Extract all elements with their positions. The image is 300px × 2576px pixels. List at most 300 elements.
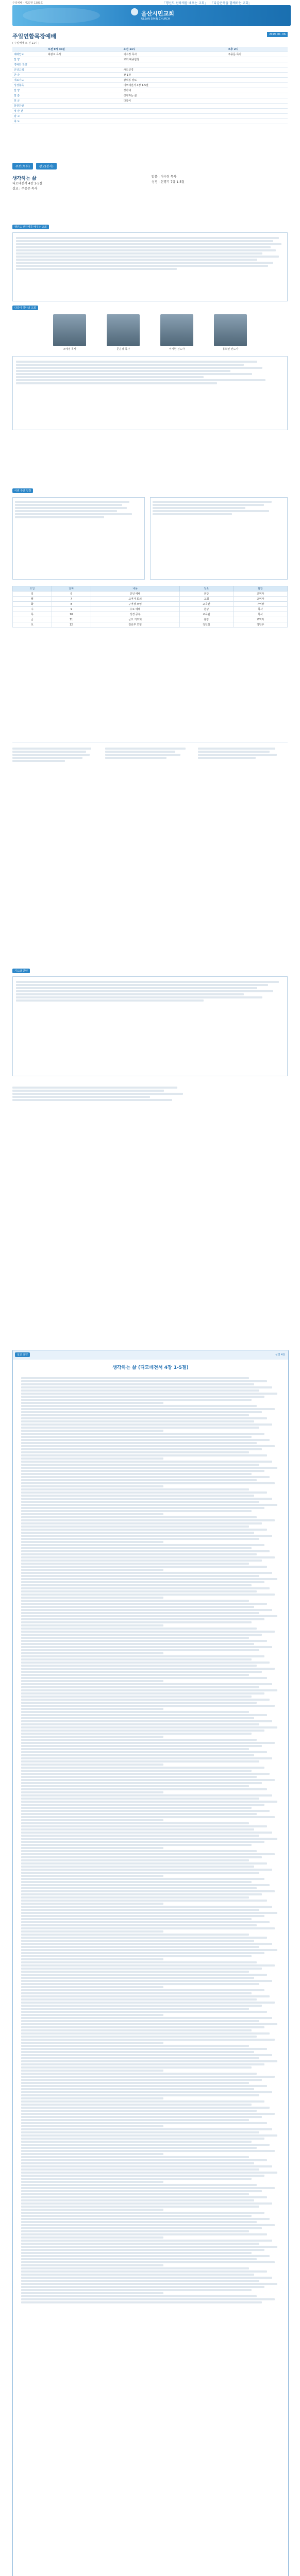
order-value (46, 88, 122, 93)
text-line (21, 1529, 267, 1531)
schedule-list (12, 497, 145, 580)
intro-tab-left: 주보(목회) (12, 163, 33, 170)
text-line (21, 1748, 249, 1750)
text-line (21, 1906, 272, 1908)
text-line (21, 1760, 259, 1762)
text-line (21, 2298, 275, 2300)
order-row (12, 62, 288, 67)
weekly-schedule (12, 488, 288, 736)
text-line (21, 1767, 264, 1769)
person-caption: 홍희인 전도사 (222, 348, 239, 351)
text-line (21, 2301, 262, 2303)
text-line (21, 2159, 267, 2161)
text-line (21, 1522, 262, 1524)
text-line (21, 2274, 254, 2276)
text-line (21, 1878, 264, 1880)
schedule-cell: 7 (52, 597, 91, 602)
order-label: 성 만 찬 (12, 109, 46, 114)
text-line (21, 1828, 254, 1831)
schedule-cell: 금 (13, 617, 52, 622)
intro-line: 말씀 : 이수정 목사 (152, 175, 177, 179)
schedule-cell: 수 (13, 607, 52, 612)
text-line (21, 2128, 272, 2130)
text-line (21, 2141, 252, 2143)
intro-line: 디모데전서 4장 1-5절 (12, 182, 43, 185)
text-line (21, 2066, 252, 2069)
text-line (21, 2011, 267, 2013)
text-line (21, 1782, 262, 1784)
text-line (21, 1674, 249, 1676)
worship-subtitle: ( 주일예배 오 전 11시 ) (12, 42, 40, 45)
person-card (214, 314, 247, 351)
text-line (21, 2267, 249, 2269)
order-value (122, 104, 227, 109)
order-label: 성경봉독 (12, 83, 46, 88)
header (0, 0, 300, 28)
text-line (21, 1427, 259, 1429)
schedule-cell: 목사 (234, 607, 288, 612)
schedule-cell: 10 (52, 612, 91, 617)
schedule-cell: 금요 기도회 (91, 617, 179, 622)
sermon-body (21, 1376, 280, 2304)
order-label: 예배인도 (12, 52, 46, 57)
order-value (46, 78, 122, 83)
text-line (21, 1464, 259, 1466)
intro-line: 성경 : 신명기 7장 1-5절 (152, 180, 185, 184)
sermon-summary (12, 1350, 289, 2576)
text-line (21, 1779, 275, 1781)
text-line (21, 1448, 262, 1450)
text-line (21, 1476, 270, 1478)
prayer-list (12, 1087, 288, 1101)
order-label: 찬 송 (12, 73, 46, 78)
text-line (21, 1541, 163, 1543)
order-col: 오후 2시 (226, 47, 288, 52)
church-news (12, 225, 288, 482)
text-line (21, 1705, 275, 1707)
text-line (21, 2280, 259, 2282)
text-line (21, 2079, 262, 2081)
text-line (21, 2277, 272, 2279)
text-line (21, 2150, 275, 2152)
text-line (21, 1810, 270, 1812)
text-line (21, 1420, 254, 1422)
text-line (21, 1510, 252, 1512)
text-line (21, 1757, 272, 1759)
text-line (21, 2051, 254, 2053)
order-value (46, 119, 122, 124)
text-line (21, 1862, 267, 1865)
text-line (21, 2230, 249, 2232)
text-line (21, 1594, 275, 1596)
text-line (21, 1668, 275, 1670)
text-line (21, 2020, 259, 2022)
text-line (21, 1566, 267, 1568)
text-line (21, 2193, 249, 2195)
text-line (21, 1946, 259, 1948)
schedule-cell: 신년 예배 (91, 591, 179, 597)
schedule-cell: 8 (52, 602, 91, 607)
schedule-cell: 9 (52, 607, 91, 612)
prayer-label: 기도와 찬양 (12, 969, 30, 973)
text-line (21, 2156, 249, 2158)
text-line (21, 1631, 275, 1633)
schedule-label: 이번 주간 일정 (12, 488, 33, 493)
text-line (21, 1624, 163, 1626)
sermon-intro (12, 163, 288, 219)
schedule-row (13, 617, 288, 622)
order-value: 강석봉 장로 (122, 78, 227, 83)
text-line (21, 1998, 257, 2001)
text-line (21, 2094, 259, 2096)
text-line (21, 1414, 249, 1416)
text-line (21, 1399, 252, 1401)
sermon-side-label: 성경 4장 (275, 1353, 285, 1357)
sermon-header (13, 1350, 288, 1360)
text-line (21, 1417, 267, 1419)
text-line (21, 2202, 272, 2205)
order-row (12, 114, 288, 119)
text-line (21, 1445, 275, 1447)
prayer-section (12, 969, 288, 1340)
text-line (21, 1773, 270, 1775)
text-line (21, 2261, 275, 2263)
text-line (21, 1881, 252, 1883)
text-line (21, 2162, 254, 2164)
text-line (21, 2110, 257, 2112)
text-line (21, 1835, 259, 1837)
text-line (21, 1597, 163, 1599)
text-line (21, 1532, 254, 1534)
text-line (21, 1575, 259, 1577)
text-line (21, 1590, 257, 1592)
text-line (21, 2082, 249, 2084)
text-line (21, 2014, 163, 2016)
schedule-cell: 교역자 (234, 617, 288, 622)
text-line (21, 1621, 252, 1623)
order-row (12, 67, 288, 73)
schedule-notes (150, 497, 288, 580)
schedule-row (13, 597, 288, 602)
worship-title: 주일연합목장예배 (12, 33, 57, 40)
text-line (21, 1519, 275, 1521)
text-line (21, 1501, 259, 1503)
text-line (21, 1652, 163, 1654)
order-value (226, 57, 288, 62)
text-line (21, 2023, 277, 2025)
text-line (21, 1918, 252, 1920)
order-row (12, 98, 288, 104)
sermon-label: 설교 요약 (15, 1352, 30, 1357)
text-line (21, 1612, 259, 1614)
text-line (21, 1396, 264, 1398)
text-line (21, 2243, 259, 2245)
text-line (21, 1442, 257, 1444)
text-line (21, 1884, 270, 1886)
schedule-cell: 본당 (179, 607, 234, 612)
text-line (21, 1665, 257, 1667)
text-line (21, 2008, 249, 2010)
text-line (21, 1832, 272, 1834)
text-line (21, 1720, 272, 1722)
text-line (21, 1458, 163, 1460)
text-line (21, 1411, 262, 1413)
text-line (21, 2224, 275, 2226)
text-line (21, 2175, 264, 2177)
church-subtitle: ULSAN SIMIN CHURCH (141, 18, 170, 21)
order-row (12, 88, 288, 93)
church-logo-icon (131, 8, 138, 15)
text-line (21, 1507, 264, 1509)
text-line (21, 1423, 272, 1426)
text-line (21, 2029, 252, 2031)
text-line (21, 1584, 252, 1586)
order-value: 성가대 (122, 88, 227, 93)
order-value (46, 93, 122, 98)
order-label: 축 도 (12, 119, 46, 124)
person-photo (53, 314, 86, 346)
text-line (21, 1776, 257, 1778)
text-line (21, 1896, 249, 1899)
text-line (21, 1887, 257, 1889)
text-line (21, 2190, 262, 2192)
order-value: 사도신경 (122, 67, 227, 73)
text-line (21, 1699, 270, 1701)
banner-decoration (23, 8, 100, 23)
text-line (21, 1875, 163, 1877)
order-col: 오전 9시 30분 (46, 47, 122, 52)
order-value (122, 119, 227, 124)
order-label: 광 고 (12, 114, 46, 119)
text-line (21, 1680, 163, 1682)
text-line (21, 1513, 163, 1515)
order-value: 이수정 목사 (122, 52, 227, 57)
order-value (226, 109, 288, 114)
order-row (12, 78, 288, 83)
sermon-title: 생각하는 삶 (디모데전서 4장 1-5절) (112, 1365, 189, 1370)
text-line (21, 1813, 257, 1815)
order-value: 교회 대중합창 (122, 57, 227, 62)
order-value (226, 83, 288, 88)
text-line (21, 1711, 249, 1713)
text-line (21, 1386, 272, 1388)
text-line (21, 2017, 272, 2019)
order-row (12, 119, 288, 124)
text-line (21, 1658, 252, 1660)
text-line (21, 1708, 163, 1710)
text-line (21, 1587, 270, 1589)
text-line (21, 1485, 163, 1487)
text-line (21, 1389, 259, 1392)
text-line (21, 1683, 272, 1685)
text-line (21, 2249, 264, 2251)
text-line (21, 1439, 270, 1441)
text-line (21, 1408, 275, 1410)
text-line (21, 1646, 272, 1648)
text-line (21, 1714, 267, 1716)
text-line (21, 2252, 252, 2254)
text-line (21, 1961, 257, 1963)
text-line (21, 2107, 270, 2109)
order-row (12, 57, 288, 62)
text-line (21, 1943, 272, 1945)
text-line (21, 2036, 257, 2038)
text-line (21, 1903, 163, 1905)
order-value (46, 83, 122, 88)
text-line (21, 1791, 163, 1793)
text-line (21, 1816, 275, 1818)
order-value (122, 62, 227, 67)
schedule-cell: 수요 예배 (91, 607, 179, 612)
order-value (226, 88, 288, 93)
text-line (21, 1924, 257, 1926)
text-line (21, 1909, 259, 1911)
text-line (21, 1430, 163, 1432)
news-text-block (12, 232, 288, 301)
text-line (21, 1405, 257, 1407)
text-line (21, 1433, 264, 1435)
text-line (21, 2119, 249, 2121)
text-line (21, 1473, 252, 1475)
text-line (21, 1995, 270, 1997)
order-value (226, 73, 288, 78)
schedule-cell: 월 (13, 597, 52, 602)
text-line (21, 2221, 257, 2223)
text-line (21, 2206, 259, 2208)
text-line (21, 2240, 272, 2242)
order-value (46, 98, 122, 104)
order-value (226, 98, 288, 104)
text-line (21, 2054, 272, 2056)
person-caption: 조예정 목사 (63, 348, 76, 351)
text-line (21, 1454, 267, 1456)
person-card (53, 314, 86, 351)
text-line (21, 1742, 275, 1744)
text-line (21, 1692, 264, 1694)
text-line (21, 2283, 277, 2285)
text-line (21, 1609, 272, 1611)
person-caption: 문윤경 목사 (116, 348, 130, 351)
text-line (21, 2134, 277, 2137)
text-line (21, 2286, 264, 2288)
schedule-cell: 청년실 (179, 622, 234, 628)
text-line (21, 1383, 254, 1385)
schedule-cell: 12 (52, 622, 91, 628)
text-line (21, 2097, 163, 2099)
text-line (21, 1915, 264, 1917)
text-line (21, 1393, 277, 1395)
text-line (21, 1785, 249, 1787)
text-line (21, 2104, 252, 2106)
small-news-col (105, 747, 193, 763)
text-line (21, 1553, 257, 1555)
text-line (21, 1516, 257, 1518)
prayer-text (12, 976, 288, 1076)
order-value (226, 114, 288, 119)
text-line (21, 1671, 262, 1673)
order-value (46, 57, 122, 62)
schedule-cell: 교역자 (234, 597, 288, 602)
text-line (21, 2233, 267, 2235)
worship-order-table (12, 47, 288, 124)
order-label: 찬 양 (12, 57, 46, 62)
order-value (226, 62, 288, 67)
text-line (21, 2070, 163, 2072)
text-line (21, 1856, 262, 1858)
intro-line: 설교 : 주종문 목사 (12, 187, 38, 191)
text-line (21, 2181, 163, 2183)
order-value (46, 67, 122, 73)
text-line (21, 1696, 252, 1698)
schedule-cell: 구역장 (234, 602, 288, 607)
text-line (21, 1640, 267, 1642)
news-list (12, 356, 288, 430)
person-photo (214, 314, 247, 346)
order-row (12, 109, 288, 114)
intro-sermon-title: 생각하는 삶 (12, 176, 37, 181)
text-line (21, 1544, 264, 1546)
text-line (21, 1989, 264, 1991)
text-line (21, 1822, 249, 1824)
text-line (21, 1853, 275, 1855)
text-line (21, 1912, 277, 1914)
text-line (21, 2116, 262, 2118)
text-line (21, 2178, 252, 2180)
order-label: 찬 양 (12, 88, 46, 93)
text-line (21, 1467, 277, 1469)
text-line (21, 1866, 254, 1868)
text-line (21, 2218, 270, 2220)
text-line (21, 1937, 267, 1939)
text-line (21, 2209, 163, 2211)
text-line (21, 2147, 257, 2149)
text-line (21, 1745, 262, 1747)
text-line (21, 1825, 267, 1827)
worship-order (12, 32, 288, 161)
text-line (21, 1482, 275, 1484)
text-line (21, 2063, 264, 2065)
text-line (21, 1380, 267, 1382)
small-news-col (12, 747, 100, 763)
text-line (21, 2085, 267, 2087)
schedule-header: 요일 (13, 586, 52, 591)
text-line (21, 1451, 249, 1453)
text-line (21, 2002, 275, 2004)
people-block (12, 306, 288, 351)
text-line (21, 1739, 257, 1741)
person-card (107, 314, 140, 351)
text-line (21, 1971, 249, 1973)
text-line (21, 1578, 277, 1580)
text-line (21, 1921, 270, 1923)
schedule-cell: 토 (13, 622, 52, 628)
order-value (226, 104, 288, 109)
text-line (21, 1498, 272, 1500)
text-line (21, 1377, 249, 1379)
schedule-cell: 교회 (179, 597, 234, 602)
text-line (21, 2215, 252, 2217)
order-value: 생각하는 삶 (122, 93, 227, 98)
text-line (21, 1606, 254, 1608)
schedule-row (13, 622, 288, 628)
order-value (226, 119, 288, 124)
text-line (21, 2076, 275, 2078)
text-line (21, 1847, 163, 1849)
schedule-cell: 교육관 (179, 602, 234, 607)
church-name: 울산시민교회 (141, 10, 174, 17)
text-line (21, 2255, 270, 2257)
text-line (21, 1893, 262, 1895)
